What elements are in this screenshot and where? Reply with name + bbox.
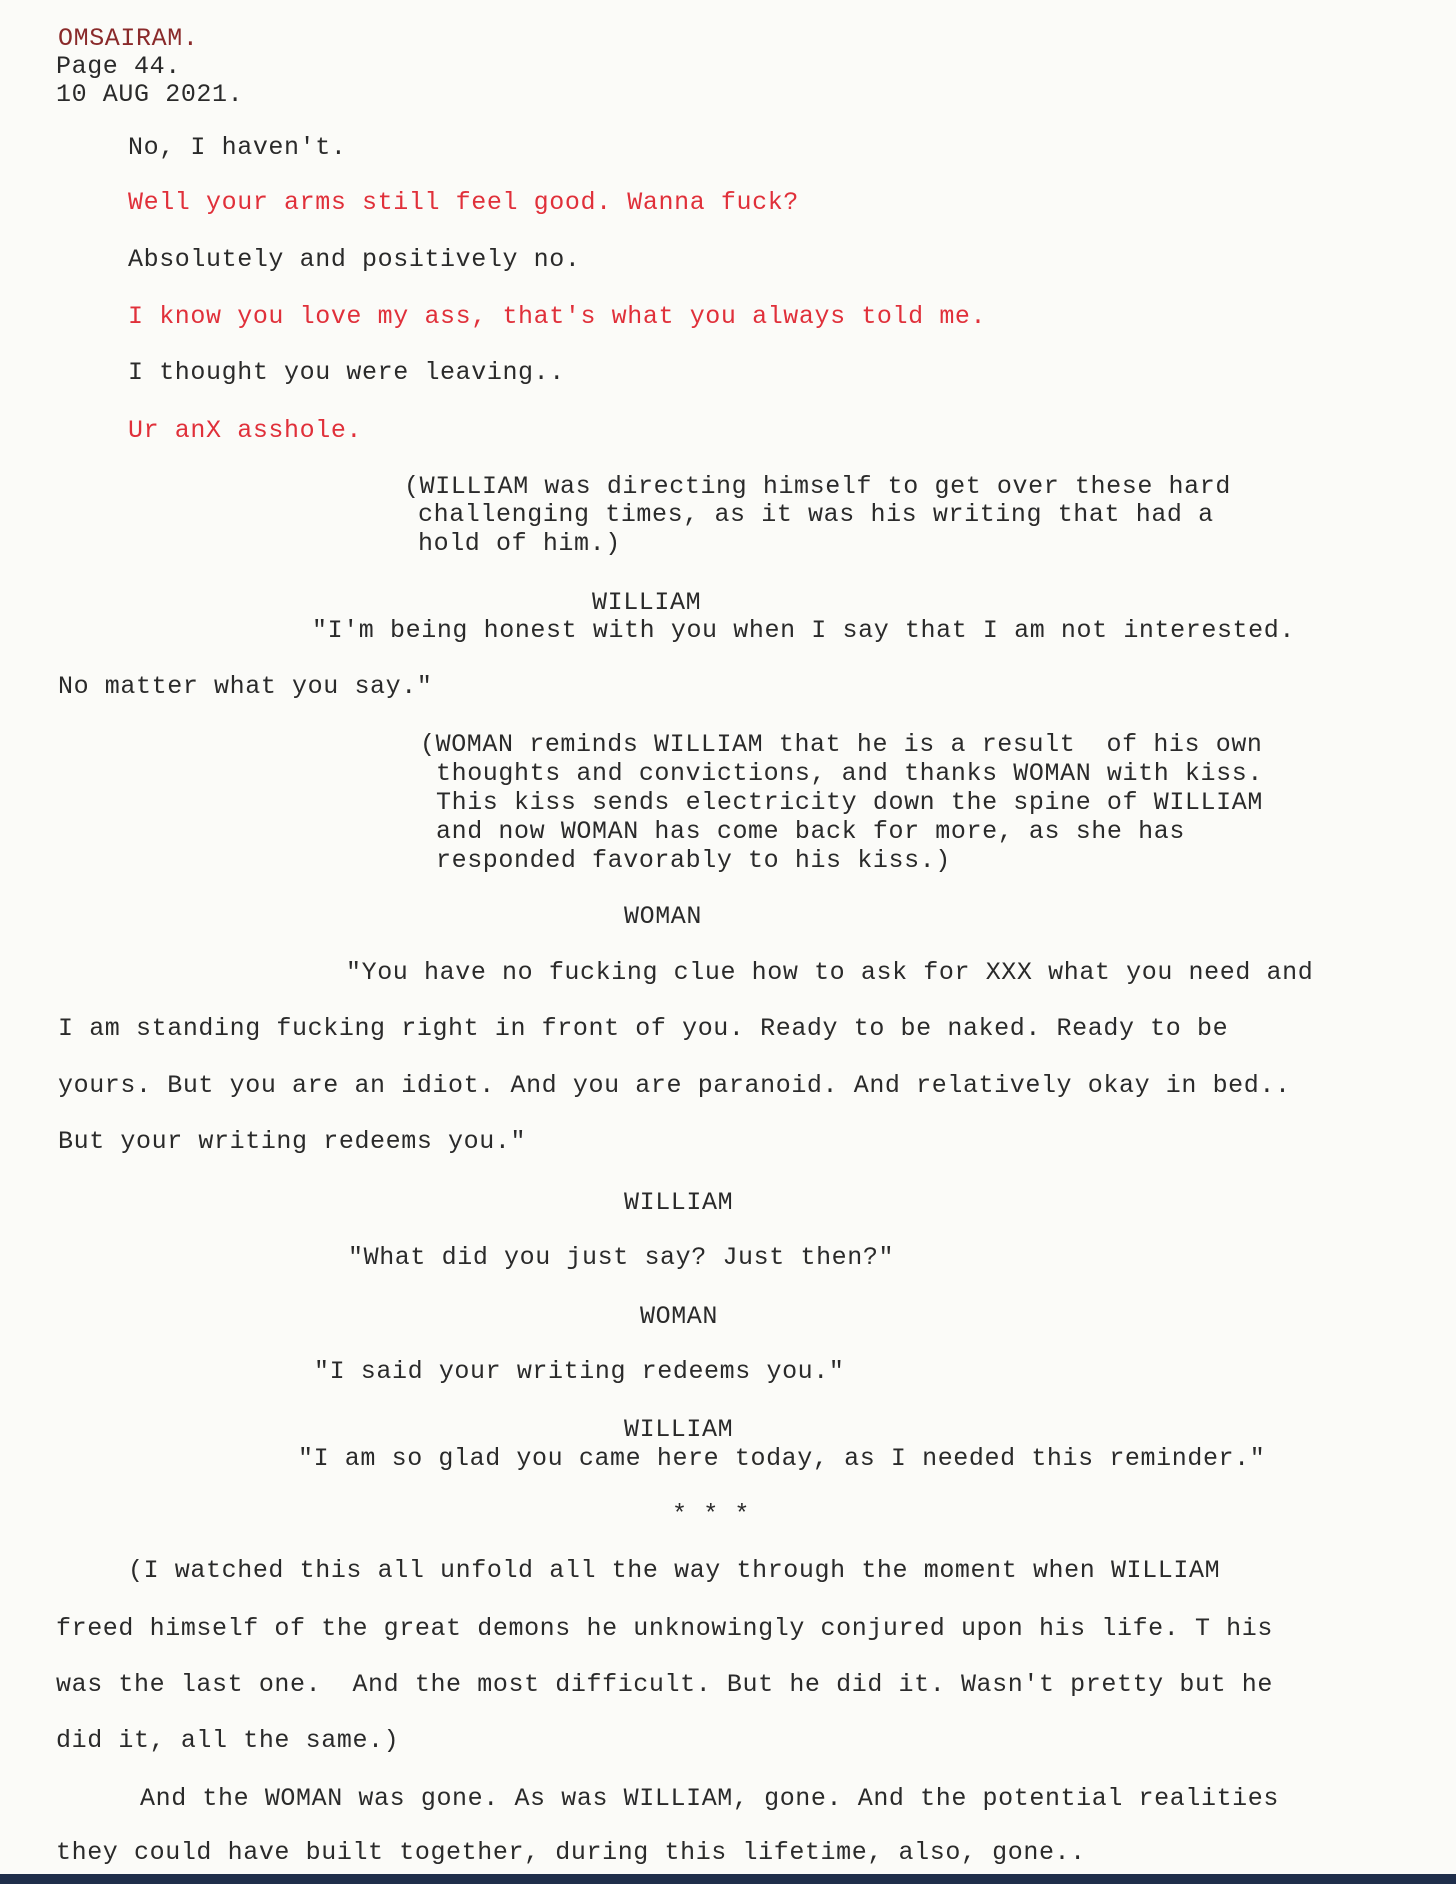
- character-name: WOMAN: [640, 1302, 719, 1331]
- stage-direction: (WILLIAM was directing himself to get over these hard: [404, 472, 1231, 501]
- page-date: 10 AUG 2021.: [56, 80, 244, 109]
- page-number: Page 44.: [56, 52, 181, 81]
- narration-line: freed himself of the great demons he unknowingly conjured upon his life. T his: [56, 1614, 1273, 1643]
- scene-separator: * * *: [672, 1500, 751, 1529]
- narration-line: And the WOMAN was gone. As was WILLIAM, gone. And the potential realities: [140, 1784, 1279, 1813]
- stage-direction: This kiss sends electricity down the spine of WILLIAM: [436, 788, 1263, 817]
- speech-line: But your writing redeems you.": [58, 1127, 527, 1156]
- speech-line: "What did you just say? Just then?": [348, 1243, 895, 1272]
- narration-line: (I watched this all unfold all the way through the moment when WILLIAM: [128, 1556, 1221, 1585]
- speech-line: "I said your writing redeems you.": [314, 1357, 845, 1386]
- header-title: OMSAIRAM.: [58, 24, 199, 53]
- speech-line: "You have no fucking clue how to ask for XXX what you need and: [346, 958, 1314, 987]
- speech-line: "I'm being honest with you when I say that I am not interested.: [312, 616, 1295, 645]
- stage-direction: hold of him.): [418, 529, 621, 558]
- stage-direction: thoughts and convictions, and thanks WOMAN with kiss.: [436, 759, 1263, 788]
- speech-line: No matter what you say.": [58, 672, 433, 701]
- speech-line: "I am so glad you came here today, as I needed this reminder.": [298, 1444, 1266, 1473]
- narration-line: they could have built together, during this lifetime, also, gone..: [56, 1838, 1086, 1867]
- character-name: WOMAN: [624, 902, 703, 931]
- character-name: WILLIAM: [624, 1415, 734, 1444]
- stage-direction: and now WOMAN has come back for more, as she has: [436, 817, 1185, 846]
- dialogue-line-red: Ur anX asshole.: [128, 416, 363, 445]
- character-name: WILLIAM: [592, 588, 702, 617]
- scan-bottom-edge: [0, 1874, 1456, 1884]
- dialogue-line: Absolutely and positively no.: [128, 245, 581, 274]
- narration-line: was the last one. And the most difficult. But he did it. Wasn't pretty but he: [56, 1670, 1273, 1699]
- narration-line: did it, all the same.): [56, 1726, 400, 1755]
- stage-direction: (WOMAN reminds WILLIAM that he is a result of his own: [420, 730, 1263, 759]
- character-name: WILLIAM: [624, 1188, 734, 1217]
- dialogue-line-red: Well your arms still feel good. Wanna fuck?: [128, 188, 799, 217]
- stage-direction: challenging times, as it was his writing that had a: [418, 500, 1214, 529]
- stage-direction: responded favorably to his kiss.): [436, 846, 951, 875]
- dialogue-line-red: I know you love my ass, that's what you always told me.: [128, 302, 987, 331]
- dialogue-line: No, I haven't.: [128, 133, 347, 162]
- dialogue-line: I thought you were leaving..: [128, 358, 565, 387]
- speech-line: I am standing fucking right in front of you. Ready to be naked. Ready to be: [58, 1014, 1229, 1043]
- speech-line: yours. But you are an idiot. And you are paranoid. And relatively okay in bed..: [58, 1071, 1291, 1100]
